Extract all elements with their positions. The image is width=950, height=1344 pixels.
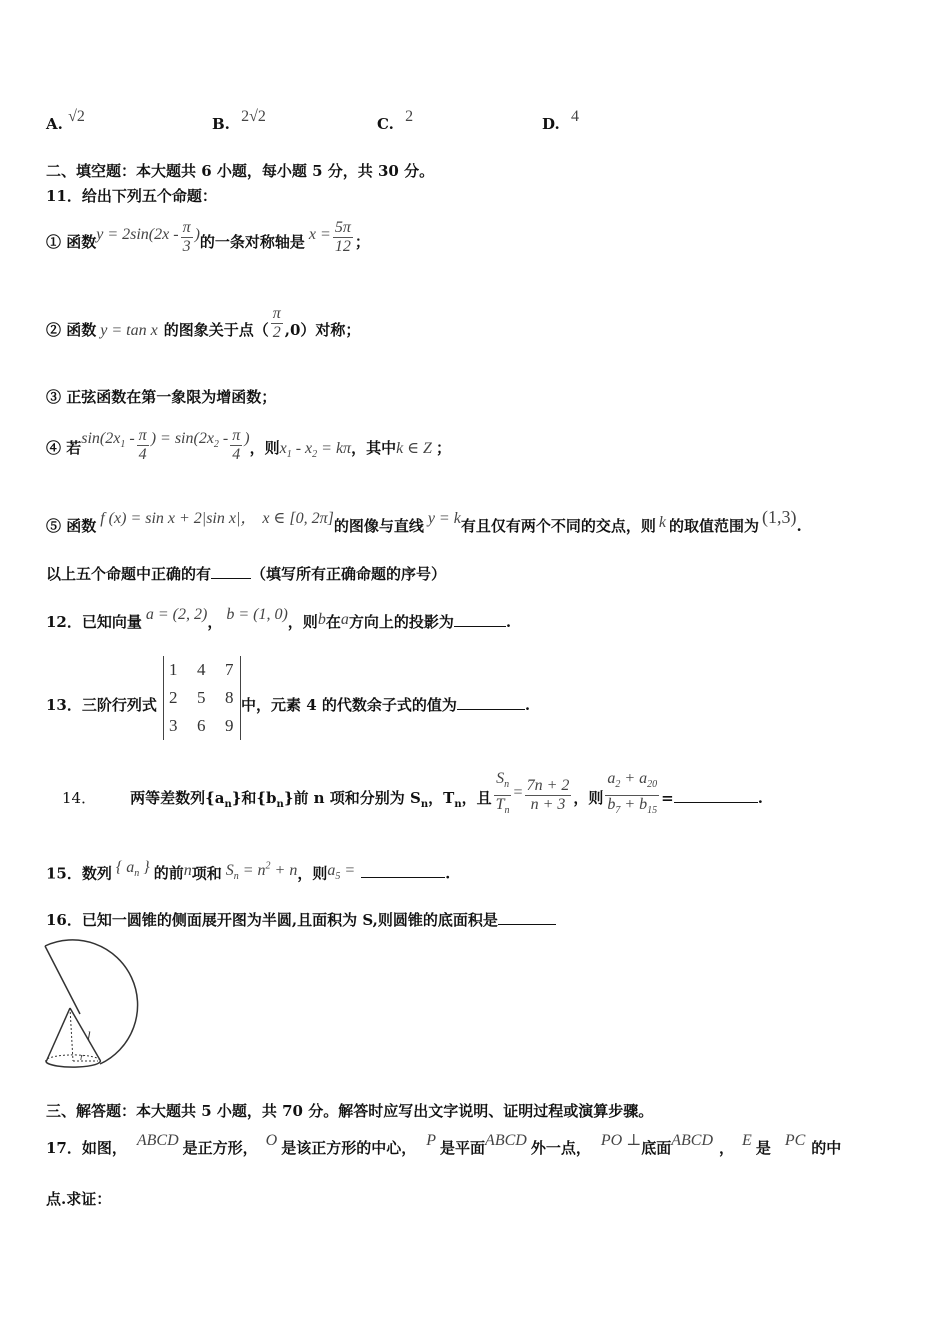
p2-function: y = tan x	[100, 322, 158, 339]
q17-t3: 是平面	[440, 1139, 486, 1157]
q14-text-2: }和{b	[231, 789, 277, 807]
p5-text-3: 的取值范围为	[668, 517, 759, 535]
p1-fraction	[181, 219, 193, 256]
p2-text: 的图象关于点（	[163, 321, 269, 339]
q17-O: O	[265, 1132, 278, 1149]
q12-vector-a: a = (2, 2)	[145, 606, 208, 623]
p1-text: 的一条对称轴是	[199, 233, 305, 251]
q11-proposition-5	[46, 505, 802, 547]
q12-text-2: 在	[325, 613, 341, 631]
q14-S	[494, 770, 511, 795]
q11-answer-blank[interactable]	[211, 564, 251, 579]
q14-equals: =	[513, 784, 523, 801]
p1-axis-den: 12	[334, 237, 351, 255]
p2-fraction	[271, 305, 283, 342]
q15-a5-sub: 5	[335, 871, 341, 883]
det-cell: 8	[225, 688, 234, 707]
q13-determinant	[163, 656, 241, 740]
p4-lhs	[81, 430, 135, 451]
choice-c-value: 2	[405, 108, 414, 125]
p1-axis-num: 5π	[334, 218, 351, 236]
q14-sub-n: n	[224, 799, 232, 810]
det-cell: 7	[225, 660, 234, 679]
q12-b: b	[317, 611, 326, 628]
choice-d-label: D.	[542, 115, 560, 133]
q14-sub-n: n	[420, 799, 429, 810]
p4-mid	[150, 430, 229, 451]
q17-ABCD-1: ABCD	[136, 1132, 179, 1149]
p4-close: )	[244, 430, 250, 447]
p5-text-1: 的图像与直线	[333, 517, 424, 535]
q14-then: ，则	[573, 789, 604, 807]
q17-t2: 是该正方形的中心，	[281, 1139, 417, 1157]
q11-conclusion-tail: （填写所有正确命题的序号）	[251, 565, 447, 583]
q12-prefix: 12．已知向量	[46, 613, 142, 631]
q14-b15: + b	[624, 795, 648, 813]
q14-rhs-num: 7n + 2	[526, 776, 570, 794]
p4-then: ，则	[249, 439, 280, 457]
p4-where: ，其中	[351, 439, 397, 457]
choice-a-label: A.	[46, 115, 63, 133]
q12	[46, 604, 511, 641]
q15-text-1: 的前	[153, 864, 184, 883]
p2-frac-num: π	[272, 304, 281, 322]
q15-a5	[327, 862, 356, 883]
q15-n: n	[183, 862, 192, 880]
q11-conclusion-text: 以上五个命题中正确的有	[46, 565, 212, 583]
p4-frac2-num: π	[232, 426, 241, 444]
choice-a	[46, 108, 85, 135]
q14-T-letter: T	[495, 795, 505, 813]
p1-close: )	[194, 226, 200, 243]
q17-t1: 是正方形，	[182, 1139, 258, 1157]
p4-frac1-num: π	[138, 426, 147, 444]
p4-fraction-1	[137, 427, 149, 464]
choice-a-value: √2	[68, 108, 85, 125]
p1-end: ；	[354, 233, 370, 251]
q13-prefix: 13．三阶行列式	[46, 696, 157, 714]
q14-a20: + a	[624, 770, 648, 788]
q17-line1	[46, 1130, 841, 1167]
q11-proposition-2	[46, 304, 361, 351]
q12-end: .	[505, 613, 512, 631]
q14-b7: b	[607, 795, 616, 813]
p4-sub-1: 1	[120, 439, 126, 451]
q14-ratio-lhs	[494, 770, 512, 819]
q13-end: .	[524, 696, 531, 714]
q14-b7-sub: 7	[615, 804, 621, 816]
p5-line: y = k	[427, 510, 461, 527]
q16-answer-blank[interactable]	[498, 910, 556, 925]
cone-side-left	[46, 1008, 70, 1062]
p4-diff-sub-2: 2	[312, 449, 318, 461]
p5-function: f (x) = sin x + 2|sin x|，	[100, 510, 257, 527]
q13-text: 中，元素 4 的代数余子式的值为	[241, 696, 457, 714]
q14	[62, 770, 763, 833]
q17-ABCD-3: ABCD	[671, 1132, 714, 1149]
p4-end: ；	[435, 439, 451, 457]
q14-b15-sub: 15	[647, 804, 658, 816]
p4-frac2-den: 4	[232, 445, 241, 463]
p5-domain: x ∈ [0, 2π]	[262, 510, 334, 527]
q11-intro: 11．给出下列五个命题：	[46, 187, 217, 205]
q13-answer-blank[interactable]	[457, 695, 525, 710]
q14-text-5: ，且	[461, 789, 492, 807]
q15-text-2: 项和	[191, 864, 222, 883]
q17-t4: 外一点，	[530, 1139, 591, 1157]
q16-text	[46, 910, 556, 930]
q14-a2-sub: 2	[615, 779, 621, 791]
q16-question: 16．已知一圆锥的侧面展开图为半圆,且面积为 S,则圆锥的底面积是	[46, 911, 498, 929]
p4-lhs-sin: sin(2x	[81, 430, 121, 447]
q17-PO-perp: PO ⊥	[600, 1132, 642, 1149]
q15-prefix: 15．数列	[46, 864, 112, 883]
q11-proposition-4	[46, 426, 451, 477]
q14-text-1: 两等差数列{a	[130, 789, 225, 807]
q15-seq-a: { a	[115, 859, 135, 877]
q15-answer-blank[interactable]	[361, 863, 445, 878]
q15-end: .	[445, 864, 451, 883]
q11-conclusion	[46, 564, 446, 584]
q17-t8: 的中	[811, 1139, 842, 1157]
det-cell: 1	[169, 660, 178, 679]
p5-range: (1,3)	[761, 507, 797, 527]
q15-sequence	[115, 859, 150, 880]
p1-prefix: ① 函数	[46, 233, 97, 251]
p1-axis-fraction	[333, 219, 353, 256]
q15	[46, 852, 450, 899]
q12-text-3: 方向上的投影为	[348, 613, 454, 631]
q17-t7: 是	[755, 1139, 771, 1157]
p4-minus-1: -	[125, 430, 135, 447]
cone-axis	[70, 1008, 73, 1061]
det-cell: 3	[169, 716, 178, 735]
slant-label: l	[87, 1028, 91, 1043]
det-cell: 6	[197, 716, 206, 735]
q14-sub-n: n	[276, 799, 284, 810]
q14-end: .	[757, 789, 763, 807]
q14-a20-sub: 20	[647, 779, 658, 791]
q13-rest	[241, 695, 530, 715]
q14-ratio-rhs	[525, 777, 572, 814]
q14-rhs-den: n + 3	[530, 795, 566, 813]
choice-b	[212, 108, 266, 135]
q15-S: S	[225, 862, 234, 880]
q14-S-sub: n	[504, 779, 510, 791]
q17-line2: 点.求证：	[46, 1190, 112, 1208]
det-cell: 2	[169, 688, 178, 707]
q11-proposition-1	[46, 218, 370, 263]
p4-k-in-z: k ∈ Z	[396, 440, 432, 457]
q15-square: 2	[265, 861, 271, 872]
p4-fraction-2	[230, 427, 242, 464]
p2-prefix: ② 函数	[46, 321, 97, 339]
sector-edge-upper	[45, 946, 80, 1014]
q17-ABCD-2: ABCD	[485, 1132, 527, 1149]
q15-text-3: ，则	[297, 864, 328, 883]
choice-d	[542, 108, 579, 135]
p2-end: ,0）对称；	[284, 321, 361, 339]
p4-diff	[279, 440, 352, 461]
det-cell: 4	[197, 660, 206, 679]
q15-eq: =	[340, 862, 356, 880]
cone-side-right	[70, 1008, 100, 1060]
p4-minus-2: -	[218, 430, 229, 447]
p5-text-2: 有且仅有两个不同的交点，则	[460, 517, 656, 535]
q14-answer-blank[interactable]	[674, 788, 758, 803]
q14-eq: =	[661, 789, 674, 807]
q17-t6: ，	[719, 1139, 735, 1157]
p4-diff-sub-1: 1	[286, 449, 292, 461]
p2-frac-den: 2	[272, 323, 281, 341]
q15-a5-letter: a	[327, 862, 336, 880]
q14-T	[494, 796, 512, 820]
choice-b-value: 2√2	[241, 108, 266, 125]
p1-x-eq: x =	[308, 226, 331, 243]
choice-d-value: 4	[570, 108, 579, 125]
q17-E: E	[742, 1132, 752, 1149]
q15-seq-end: }	[139, 859, 150, 877]
choice-c-label: C.	[377, 115, 394, 133]
q14-target-num	[605, 770, 659, 795]
q15-seq-sub: n	[134, 868, 140, 880]
p5-prefix: ⑤ 函数	[46, 517, 97, 535]
q17-prefix: 17．如图，	[46, 1139, 127, 1157]
p4-diff-kpi: = kπ	[317, 440, 352, 457]
choice-b-label: B.	[212, 115, 230, 133]
det-cell: 9	[225, 716, 234, 735]
cone-figure	[40, 936, 160, 1076]
choice-c	[377, 108, 414, 135]
q14-target-fraction	[605, 770, 659, 819]
q17-P: P	[426, 1132, 437, 1149]
section3-heading: 三、解答题：本大题共 5 小题，共 70 分。解答时应写出文字说明、证明过程或演算步骤。	[46, 1102, 654, 1120]
p4-mid-sin: ) = sin(2x	[150, 430, 214, 447]
q14-T-sub: n	[504, 804, 510, 816]
q15-n: = n	[238, 862, 266, 880]
q14-text-3: }前 n 项和分别为 S	[283, 789, 421, 807]
p1-frac-den: 3	[182, 237, 191, 255]
q12-a: a	[340, 611, 349, 628]
p4-prefix: ④ 若	[46, 439, 82, 457]
q14-sub-n: n	[454, 799, 462, 810]
q14-number: 14．	[62, 789, 97, 807]
p4-diff-x2: - x	[291, 440, 313, 457]
q15-plus-n: + n	[270, 862, 298, 880]
p4-frac1-den: 4	[138, 445, 147, 463]
q11-proposition-3: ③ 正弦函数在第一象限为增函数；	[46, 388, 277, 406]
q17-t5: 底面	[641, 1139, 672, 1157]
p1-frac-num: π	[182, 218, 191, 236]
q14-text-4: ，T	[428, 789, 455, 807]
q12-answer-blank[interactable]	[454, 612, 506, 627]
q14-S-letter: S	[496, 770, 505, 788]
q15-S-sub: n	[233, 871, 239, 883]
q12-text-1: ，则	[287, 613, 318, 631]
q12-vector-b: b = (1, 0)	[226, 606, 288, 623]
p5-end: .	[796, 517, 802, 535]
p1-function: y = 2sin(2x -	[96, 226, 179, 243]
section2-heading: 二、填空题：本大题共 6 小题，每小题 5 分，共 30 分。	[46, 162, 435, 180]
q14-target-den	[605, 796, 659, 820]
q12-comma: ，	[207, 613, 223, 631]
p4-diff-x1: x	[279, 440, 287, 457]
det-cell: 5	[197, 688, 206, 707]
p4-sub-2: 2	[213, 439, 219, 451]
q17-PC: PC	[784, 1132, 806, 1149]
q14-a2: a	[607, 770, 616, 788]
q15-sum	[225, 861, 298, 883]
p5-k: k	[658, 514, 666, 531]
radius-label: r	[80, 1052, 84, 1063]
